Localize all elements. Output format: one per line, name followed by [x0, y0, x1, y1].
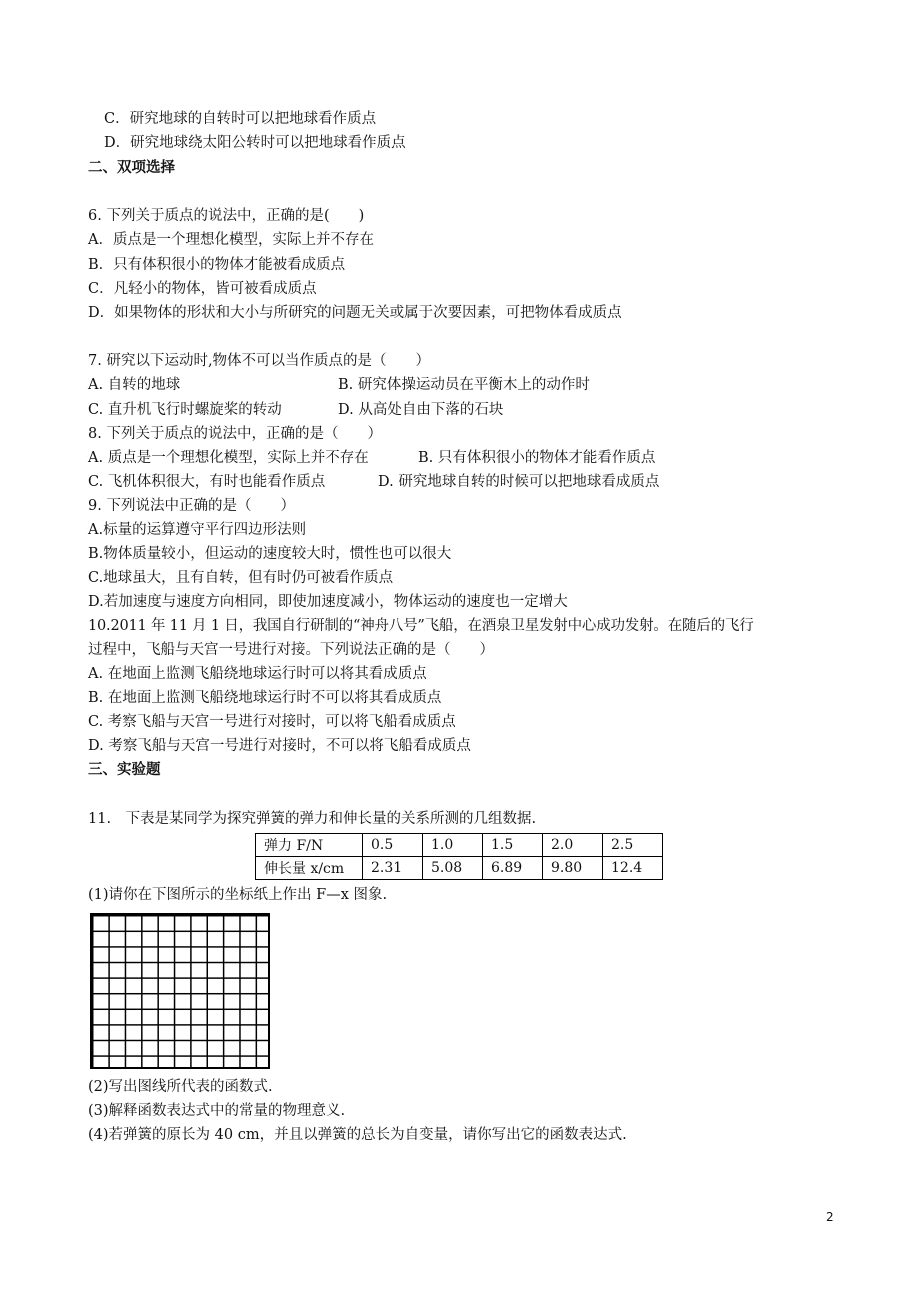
q9-option-b: B.物体质量较小，但运动的速度较大时，惯性也可以很大 — [88, 546, 452, 562]
q7-option-a: A. 自转的地球 — [88, 377, 181, 393]
q10-option-a: A. 在地面上监测飞船绕地球运行时可以将其看成质点 — [88, 666, 427, 682]
row-label-extension: 伸长量 x/cm — [256, 857, 363, 880]
q10-option-d: D. 考察飞船与天宫一号进行对接时，不可以将飞船看成质点 — [88, 738, 471, 754]
table-cell: 2.5 — [603, 834, 663, 857]
q6-option-c: C．凡轻小的物体，皆可被看成质点 — [88, 281, 317, 297]
table-cell: 9.80 — [543, 857, 603, 880]
q9-option-d: D.若加速度与速度方向相同，即使加速度减小，物体运动的速度也一定增大 — [88, 594, 568, 610]
q6-option-b: B．只有体积很小的物体才能被看成质点 — [88, 257, 346, 273]
row-label-force: 弹力 F/N — [256, 834, 363, 857]
table-cell: 0.5 — [363, 834, 423, 857]
q8-stem: 8. 下列关于质点的说法中，正确的是（ ） — [88, 426, 382, 442]
q6-stem: 6. 下列关于质点的说法中，正确的是( ) — [88, 208, 365, 224]
spring-data-table — [255, 833, 663, 880]
table-cell: 6.89 — [483, 857, 543, 880]
q11-stem: 11. 下表是某同学为探究弹簧的弹力和伸长量的关系所测的几组数据. — [88, 811, 537, 827]
section-3-title: 三、实验题 — [88, 761, 161, 778]
q10-stem-line-2: 过程中，飞船与天宫一号进行对接。下列说法正确的是（ ） — [88, 642, 494, 658]
table-cell: 2.0 — [543, 834, 603, 857]
q10-stem-line-1: 10.2011 年 11 月 1 日，我国自行研制的“神舟八号”飞船，在酒泉卫星发射中心成功发射。在随后的飞行 — [88, 618, 754, 634]
table-cell: 1.0 — [423, 834, 483, 857]
q11-part-4: (4)若弹簧的原长为 40 cm，并且以弹簧的总长为自变量，请你写出它的函数表达式. — [88, 1127, 627, 1143]
page-number: 2 — [826, 1210, 834, 1224]
table-cell: 1.5 — [483, 834, 543, 857]
q9-stem: 9. 下列说法中正确的是（ ） — [88, 498, 295, 514]
q11-part-1: (1)请你在下图所示的坐标纸上作出 F—x 图象. — [88, 887, 388, 903]
q8-option-c: C. 飞机体积很大，有时也能看作质点 — [88, 474, 326, 490]
table-cell: 2.31 — [363, 857, 423, 880]
q10-option-b: B. 在地面上监测飞船绕地球运行时不可以将其看成质点 — [88, 690, 442, 706]
table-cell: 12.4 — [603, 857, 663, 880]
q8-option-d: D. 研究地球自转的时候可以把地球看成质点 — [378, 474, 660, 490]
section-2-title: 二、双项选择 — [88, 159, 175, 176]
q5-option-d: D．研究地球绕太阳公转时可以把地球看作质点 — [104, 135, 406, 151]
q7-option-c: C. 直升机飞行时螺旋桨的转动 — [88, 402, 282, 418]
q6-option-d: D．如果物体的形状和大小与所研究的问题无关或属于次要因素，可把物体看成质点 — [88, 305, 622, 321]
q9-option-c: C.地球虽大，且有自转，但有时仍可被看作质点 — [88, 570, 394, 586]
q5-option-c: C．研究地球的自转时可以把地球看作质点 — [104, 111, 377, 127]
q11-part-2: (2)写出图线所代表的函数式. — [88, 1079, 273, 1095]
q7-option-b: B. 研究体操运动员在平衡木上的动作时 — [338, 377, 590, 393]
q8-option-b: B. 只有体积很小的物体才能看作质点 — [418, 450, 656, 466]
q7-stem: 7. 研究以下运动时,物体不可以当作质点的是（ ） — [88, 353, 431, 369]
q8-option-a: A. 质点是一个理想化模型，实际上并不存在 — [88, 450, 369, 466]
q11-part-3: (3)解释函数表达式中的常量的物理意义. — [88, 1103, 346, 1119]
q10-option-c: C. 考察飞船与天宫一号进行对接时，可以将飞船看成质点 — [88, 714, 456, 730]
table-row — [256, 857, 663, 880]
q9-option-a: A.标量的运算遵守平行四边形法则 — [88, 522, 307, 538]
q6-option-a: A．质点是一个理想化模型，实际上并不存在 — [88, 232, 374, 248]
coordinate-grid-paper — [90, 913, 270, 1069]
table-cell: 5.08 — [423, 857, 483, 880]
table-row — [256, 834, 663, 857]
q7-option-d: D. 从高处自由下落的石块 — [338, 402, 504, 418]
